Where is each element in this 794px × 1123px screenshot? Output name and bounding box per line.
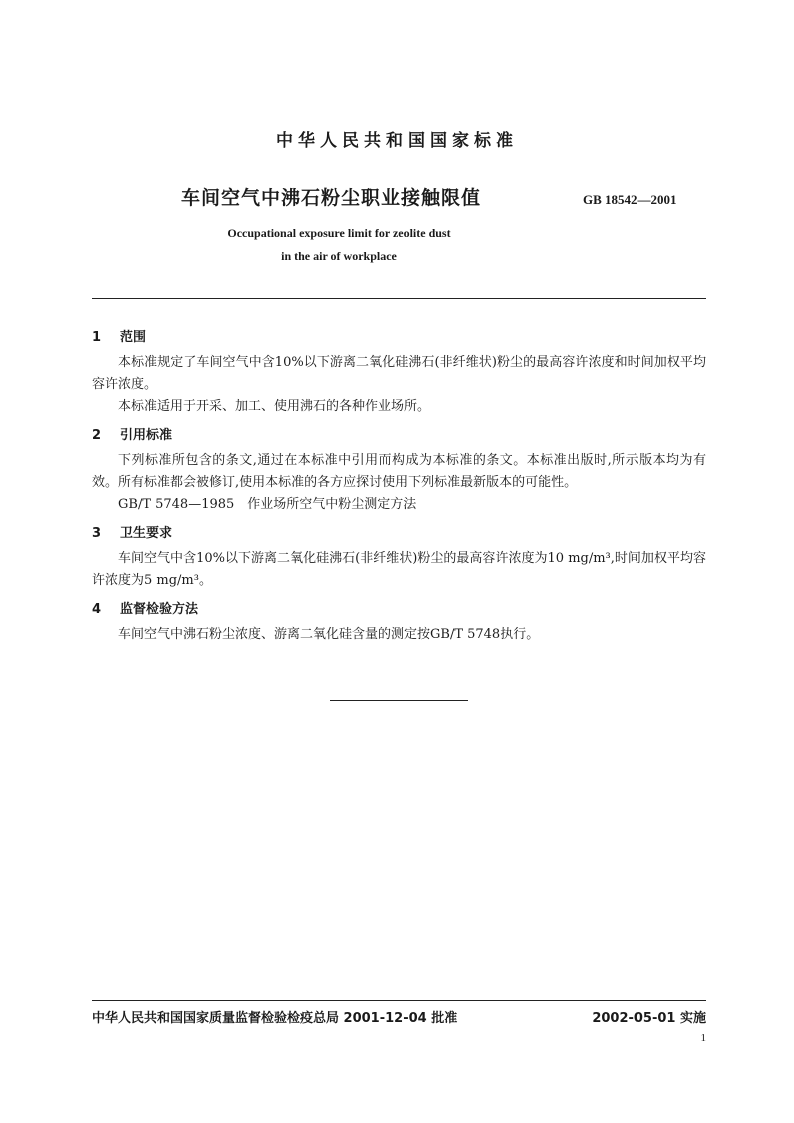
document-title: 车间空气中沸石粉尘职业接触限值 (181, 187, 482, 209)
section-title: 范围 (120, 330, 147, 345)
english-title-line-1: Occupational exposure limit for zeolite dust (227, 226, 451, 240)
paragraph: 下列标准所包含的条文,通过在本标准中引用而构成为本标准的条文。本标准出版时,所示版本均为有效。所有标准都会被修订,使用本标准的各方应探讨使用下列标准最新版本的可能性。 (92, 453, 706, 490)
paragraph: 本标准适用于开采、加工、使用沸石的各种作业场所。 (118, 399, 431, 414)
reference-entry: GB/T 5748—1985 作业场所空气中粉尘测定方法 (118, 497, 417, 512)
effective-date: 2002-05-01 实施 (592, 1011, 706, 1026)
section-number: 3 (92, 526, 102, 541)
document-body (92, 324, 706, 646)
standard-number: GB 18542—2001 (583, 192, 677, 207)
paragraph: 本标准规定了车间空气中含10%以下游离二氧化硅沸石(非纤维状)粉尘的最高容许浓度和时间加权平均容许浓度。 (92, 355, 706, 392)
page-number: 1 (700, 1032, 706, 1044)
english-title (100, 222, 578, 268)
section-inspection-methods (92, 596, 706, 646)
section-number: 2 (92, 428, 102, 443)
english-title-line-2: in the air of workplace (281, 249, 397, 263)
section-heading (92, 324, 706, 352)
section-title: 引用标准 (120, 428, 173, 443)
section-heading (92, 520, 706, 548)
paragraph: 车间空气中含10%以下游离二氧化硅沸石(非纤维状)粉尘的最高容许浓度为10 mg/m³,时间加权平均容许浓度为5 mg/m³。 (92, 551, 706, 588)
standard-category-title: 中华人民共和国国家标准 (276, 131, 518, 151)
section-title: 监督检验方法 (120, 602, 199, 617)
section-scope (92, 324, 706, 418)
end-of-text-rule (330, 700, 468, 701)
header-divider (92, 298, 706, 299)
section-number: 1 (92, 330, 102, 345)
section-normative-references (92, 422, 706, 516)
section-title: 卫生要求 (120, 526, 173, 541)
approval-statement: 中华人民共和国国家质量监督检验检疫总局 2001-12-04 批准 (92, 1011, 458, 1026)
paragraph: 车间空气中沸石粉尘浓度、游离二氧化硅含量的测定按GB/T 5748执行。 (118, 627, 540, 642)
section-hygiene-requirements (92, 520, 706, 592)
section-heading (92, 596, 706, 624)
section-heading (92, 422, 706, 450)
footer-divider (92, 1000, 706, 1001)
section-number: 4 (92, 602, 102, 617)
